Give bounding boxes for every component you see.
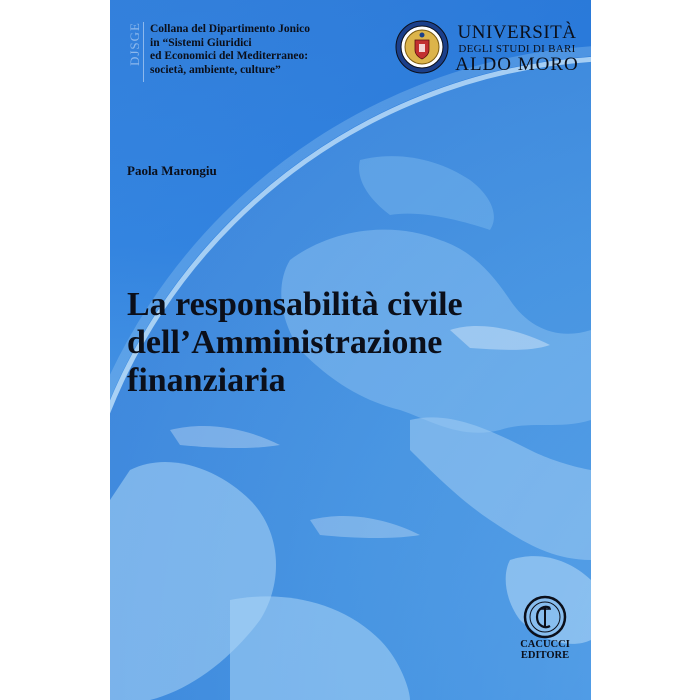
book-title xyxy=(127,286,587,400)
university-line-1: UNIVERSITÀ xyxy=(457,22,577,43)
university-line-3: ALDO MORO xyxy=(455,54,579,75)
university-seal-icon xyxy=(395,20,449,74)
university-logo xyxy=(395,20,585,80)
publisher-line-1: CACUCCI xyxy=(520,639,570,650)
publisher-line-2: EDITORE xyxy=(520,650,570,661)
title-line-1: La responsabilità civile xyxy=(127,286,463,323)
university-name xyxy=(452,23,582,75)
title-line-3: finanziaria xyxy=(127,362,286,399)
series-line-2: in “Sistemi Giuridici xyxy=(150,36,252,49)
title-line-2: dell’Amministrazione xyxy=(127,324,443,361)
publisher-logo xyxy=(515,595,575,661)
author-name: Paola Marongiu xyxy=(127,163,217,178)
book-cover xyxy=(110,0,591,700)
series-divider xyxy=(143,22,144,82)
series-line-3: ed Economici del Mediterraneo: xyxy=(150,50,309,62)
series-description xyxy=(150,23,340,77)
series-line-1: Collana del Dipartimento Jonico xyxy=(150,23,311,35)
publisher-emblem-icon xyxy=(523,595,567,639)
series-line-4: società, ambiente, culture” xyxy=(150,63,281,76)
university-line-2: DEGLI STUDI DI BARI xyxy=(458,43,576,55)
series-vertical-mark: DJSGE xyxy=(127,22,142,67)
